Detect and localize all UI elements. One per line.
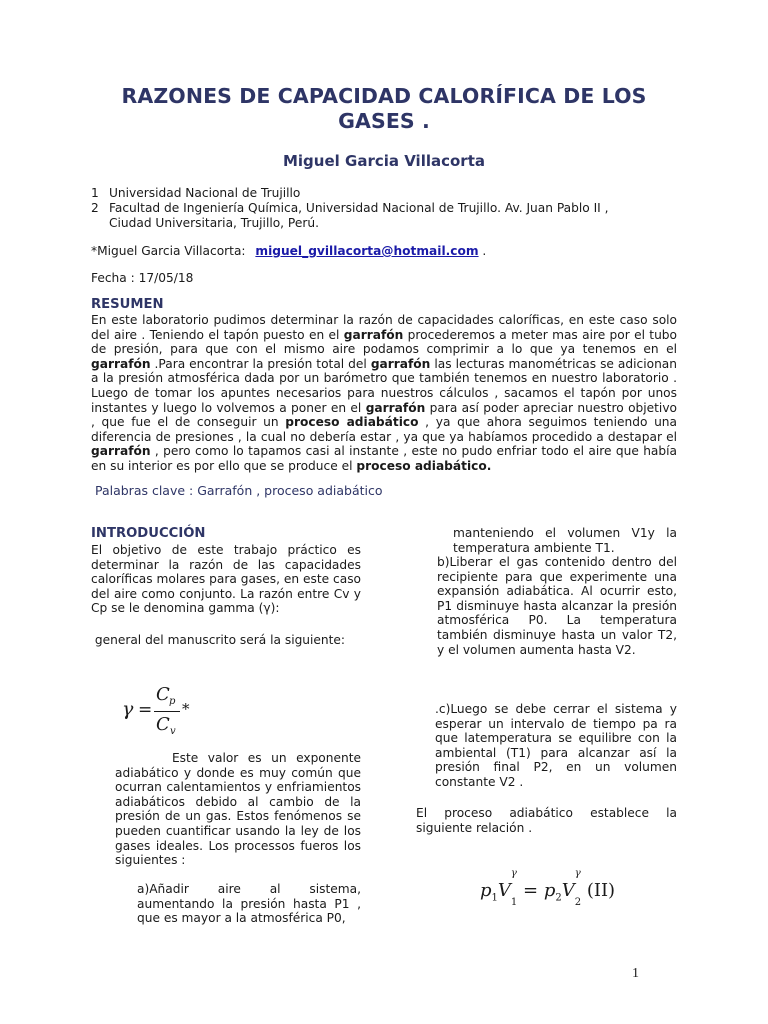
affiliation-number: 2	[91, 201, 99, 215]
item-a-continuation: manteniendo el volumen V1y la temperatura ambiente T1.	[453, 526, 677, 555]
affiliation-text-cont: Ciudad Universitaria, Trujillo, Perú.	[109, 216, 319, 230]
resumen-heading: RESUMEN	[91, 297, 164, 312]
resumen-text: En este laboratorio pudimos determinar la razón de capacidades caloríficas, en este caso solo del aire . Teniendo el tapón puesto en el	[91, 313, 677, 342]
page-number: 1	[632, 966, 639, 981]
item-c-prefix: .c)	[435, 702, 451, 716]
affiliation-text: Universidad Nacional de Trujillo	[109, 186, 301, 200]
affiliation-number: 1	[91, 186, 99, 200]
resumen-text: procederemos a meter mas aire por el tubo de presión, para que con el mismo aire podamos comprimir a lo que ya tenemos en el	[91, 327, 677, 357]
eq-v2: V	[561, 880, 575, 901]
eq-label: (II)	[581, 880, 616, 901]
intro-paragraph: El objetivo de este trabajo práctico es determinar la razón de las capacidades caloríficas molares para gases, en este caso del aire como conjunto. La razón entre Cv y Cp se le denomina gamma (γ):	[91, 543, 361, 616]
eq-p1-sub: 1	[491, 892, 498, 904]
gamma-symbol: γ	[122, 698, 134, 720]
affiliation-2	[91, 201, 691, 231]
denominator-c: C	[156, 714, 170, 735]
denominator-subscript: v	[170, 726, 176, 737]
equals-sign: =	[138, 700, 153, 720]
eq-v1-sub: 1	[510, 896, 518, 908]
item-c-text: Luego se debe cerrar el sistema y esperar un intervalo de tiempo pa ra que latemperatura se equilibre con la ambiental (T1) para alcanzar así la presión final P2, en un volumen constante V2 .	[435, 702, 677, 789]
resumen-bold-term: proceso adiabático.	[356, 458, 492, 473]
page-title: RAZONES DE CAPACIDAD CALORÍFICA DE LOS GASES .	[121, 84, 647, 133]
item-a: a)Añadir aire al sistema, aumentando la presión hasta P1 , que es mayor a la atmosférica P0,	[137, 882, 361, 926]
asterisk: *	[182, 700, 190, 718]
introduccion-heading: INTRODUCCIÓN	[91, 526, 206, 541]
fraction-bar	[154, 711, 180, 712]
contact-after: .	[478, 244, 487, 258]
manuscript-line: general del manuscrito será la siguiente:	[91, 633, 346, 647]
contact-line	[91, 244, 691, 259]
eq-v2-sub: 2	[574, 896, 582, 908]
item-b-text: b)Liberar el gas contenido dentro del recipiente para que experimente una expansión adiabática. Al ocurrir esto, P1 disminuye hasta alcanzar la presión atmosférica P0. La temperatura también disminuye hasta un valor T2, y el volumen aumenta hasta V2.	[437, 555, 677, 657]
item-c	[435, 702, 677, 790]
eq-gamma2: γ	[574, 868, 581, 879]
date-line: Fecha : 17/05/18	[91, 271, 194, 285]
eq-v1: V	[497, 880, 511, 901]
resumen-bold-term: garrafón	[370, 356, 431, 371]
left-paragraph-2: Este valor es un exponente adiabático y donde es muy común que ocurran calentamientos y enfriamientos adiabáticos debido al cambio de la presión de un gas. Estos fenómenos se pueden cuantificar usando la ley de los gases ideales. Los processos fueros los siguientes :	[115, 751, 365, 868]
keywords-line: Palabras clave : Garrafón , proceso adiabático	[91, 483, 383, 498]
numerator-c: C	[156, 684, 170, 705]
numerator-subscript: p	[169, 696, 176, 707]
resumen-bold-term: garrafón	[91, 356, 151, 371]
adiabatic-equation	[480, 868, 680, 914]
resumen-bold-term: garrafón	[91, 444, 151, 459]
resumen-paragraph	[91, 313, 677, 474]
eq-equals: =	[517, 880, 544, 901]
eq-p2-sub: 2	[555, 892, 562, 904]
author-name: Miguel Garcia Villacorta	[282, 152, 485, 170]
email-link[interactable]: miguel_gvillacorta@hotmail.com	[255, 244, 479, 258]
resumen-bold-term: garrafón	[365, 400, 426, 415]
eq-p2: p	[543, 880, 556, 901]
resumen-bold-term: proceso adiabático	[285, 415, 419, 430]
resumen-bold-term: garrafón	[343, 327, 404, 342]
gamma-equation	[120, 684, 240, 740]
resumen-text: las lecturas manométricas se adicionan a la presión atmosférica dada por un barómetro que también tenemos en nuestro laboratorio . Luego de tomar los apuntes necesarios para nuestros cálculos , sacamos el tapón por unos instantes y luego lo volvemos a poner en el	[91, 356, 677, 415]
eq-p1: p	[480, 880, 492, 901]
eq-gamma1: γ	[510, 868, 517, 879]
resumen-text: , ya que ahora seguimos teniendo una diferencia de presiones , la cual no debería estar , ya que ya habíamos procedido a destapar el	[91, 415, 678, 444]
affiliation-1	[91, 186, 691, 201]
item-b	[437, 555, 677, 657]
resumen-text: , pero como lo tapamos casi al instante , este no pudo enfriar todo el aire que había en su interior es por ello que se produce el	[91, 444, 677, 473]
relation-paragraph: El proceso adiabático establece la siguiente relación .	[416, 806, 677, 835]
resumen-text: .Para encontrar la presión total del	[150, 356, 371, 371]
affiliation-text: Facultad de Ingeniería Química, Universidad Nacional de Trujillo. Av. Juan Pablo II ,	[109, 201, 609, 215]
resumen-text: para así poder apreciar nuestro objetivo , que fue el de conseguir un	[91, 400, 677, 430]
contact-label: *Miguel Garcia Villacorta:	[91, 244, 246, 258]
